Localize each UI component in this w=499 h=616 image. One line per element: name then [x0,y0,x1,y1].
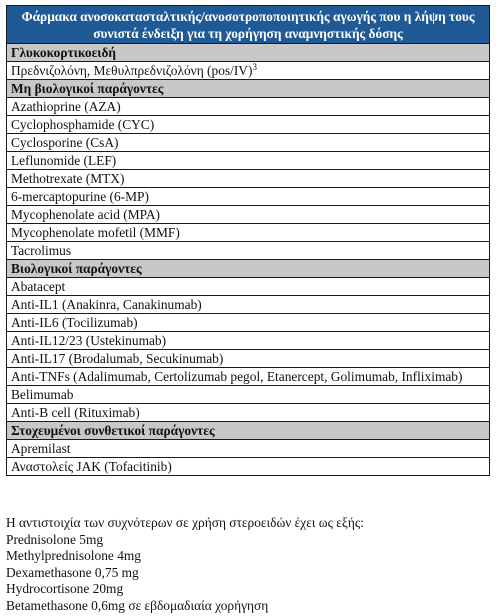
drug-cell: Αναστολείς JAK (Tofacitinib) [7,458,490,476]
drug-cell: Anti-IL1 (Anakinra, Canakinumab) [7,296,490,314]
drug-cell: Mycophenolate acid (MPA) [7,206,490,224]
drug-cell: Tacrolimus [7,242,490,260]
notes-line: Methylprednisolone 4mg [6,548,142,564]
drug-cell: Abatacept [7,278,490,296]
notes-line: Prednisolone 5mg [6,531,104,547]
drug-cell: Cyclophosphamide (CYC) [7,116,490,134]
drug-cell: Methotrexate (MTX) [7,170,490,188]
drug-name: Πρεδνιζολόνη, Μεθυλπρεδνιζολόνη (pos/IV) [11,63,253,78]
drug-cell: Leflunomide (LEF) [7,152,490,170]
section-title-biologic: Βιολογικοί παράγοντες [7,260,490,278]
drug-cell: Anti-IL6 (Tocilizumab) [7,314,490,332]
drug-cell: 6-mercaptopurine (6-MP) [7,188,490,206]
table-row [7,152,490,170]
drug-cell: Belimumab [7,386,490,404]
notes-line: Betamethasone 0,6mg σε εβδομαδιαία χορήγηση [6,597,269,613]
section-title-glucocorticoids: Γλυκοκορτικοειδή [7,44,490,62]
table-row [7,332,490,350]
drug-cell: Anti-IL12/23 (Ustekinumab) [7,332,490,350]
table-row [7,386,490,404]
table-row [7,170,490,188]
table-row [7,404,490,422]
table-row [7,98,490,116]
drug-cell: Anti-IL17 (Brodalumab, Secukinumab) [7,350,490,368]
drug-cell: Azathioprine (AZA) [7,98,490,116]
immunosuppressive-drugs-table [6,5,490,476]
table-title: Φάρμακα ανοσοκατασταλτικής/ανοσοτροποποιητικής αγωγής που η λήψη τους συνιστά ένδειξη για τη χορήγηση αναμνηστικής δόσης [7,6,490,44]
section-row [7,260,490,278]
table-row [7,458,490,476]
table-row [7,116,490,134]
notes-intro: Η αντιστοιχία των συχνότερων σε χρήση στεροειδών έχει ως εξής: [6,515,364,530]
drug-cell: Apremilast [7,440,490,458]
table-row [7,440,490,458]
section-row [7,80,490,98]
drug-cell: Anti-TNFs (Adalimumab, Certolizumab pegol, Etanercept, Golimumab, Infliximab) [7,368,490,386]
drug-cell: Mycophenolate mofetil (MMF) [7,224,490,242]
section-row [7,422,490,440]
notes-line: Hydrocortisone 20mg [6,581,124,597]
section-row [7,44,490,62]
footnote-ref: 3 [252,62,257,72]
notes-line: Dexamethasone 0,75 mg [6,564,139,580]
steroid-equivalence-notes [6,515,364,615]
drug-cell: Cyclosporine (CsA) [7,134,490,152]
table-row [7,368,490,386]
table-row [7,206,490,224]
table-header-row [7,6,490,44]
table-row [7,314,490,332]
table-row [7,134,490,152]
section-title-non-biologic: Μη βιολογικοί παράγοντες [7,80,490,98]
table-row [7,62,490,80]
table-row [7,350,490,368]
table-row [7,296,490,314]
drug-cell: Anti-B cell (Rituximab) [7,404,490,422]
table-row [7,224,490,242]
drug-cell [7,62,490,80]
table-row [7,242,490,260]
table-row [7,278,490,296]
section-title-targeted-synthetic: Στοχευμένοι συνθετικοί παράγοντες [7,422,490,440]
table-row [7,188,490,206]
